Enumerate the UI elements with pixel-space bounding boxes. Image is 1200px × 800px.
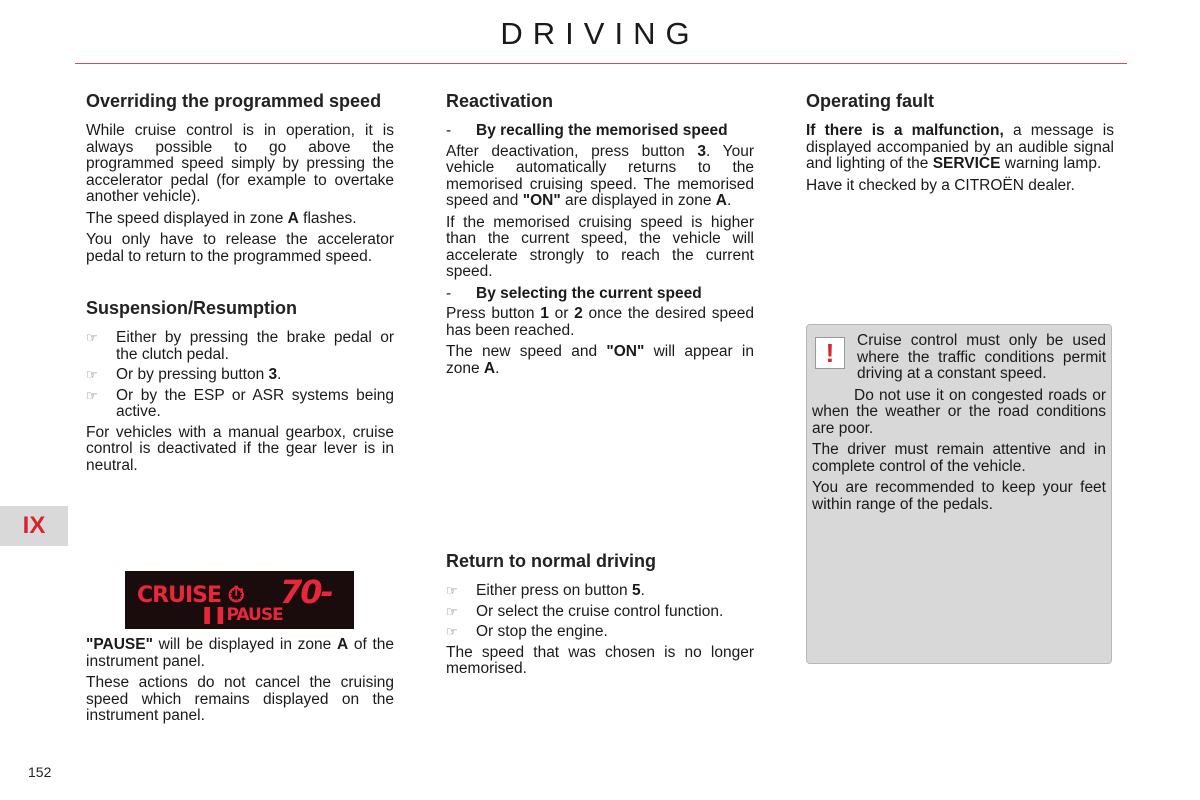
paragraph: While cruise control is in operation, it is always possible to go above the programmed speed simply by pressing the accelerator pedal (for example to overtake another vehicle). [86, 122, 394, 205]
button-number: 3 [697, 142, 706, 160]
list-item-text: Or by the ESP or ASR systems being active. [116, 386, 394, 420]
list-item-text [116, 367, 394, 384]
heading-return-normal: Return to normal driving [446, 551, 657, 571]
button-number: 2 [574, 305, 583, 322]
pointing-hand-icon: ☞ [446, 624, 458, 639]
list-item [86, 330, 394, 363]
text: warning lamp. [1000, 155, 1102, 172]
button-number: 5 [631, 582, 641, 599]
cruise-display-label: CRUISE ⏱ [137, 583, 244, 608]
text: The new speed and [446, 343, 607, 360]
column-1-bottom [86, 637, 394, 730]
paragraph [446, 306, 754, 339]
list-item-text [476, 583, 754, 600]
page-number: 152 [28, 764, 52, 780]
warning-paragraph: You are recommended to keep your feet within range of the pedals. [812, 479, 1106, 513]
zone-label: A [715, 192, 727, 209]
text: will be displayed in zone [152, 636, 337, 653]
pointing-hand-icon: ☞ [446, 583, 458, 598]
pointing-hand-icon: ☞ [446, 603, 458, 619]
text: Either press on button [476, 582, 632, 599]
column-1 [86, 92, 394, 479]
heading-reactivation: Reactivation [446, 91, 554, 111]
paragraph: If the memorised cruising speed is higher than the current speed, the vehicle will accelerate strongly to reach the current speed. [446, 213, 754, 280]
page-title: DRIVING [500, 16, 700, 51]
subheading: By selecting the current speed [476, 284, 702, 302]
zone-label: A [336, 636, 349, 653]
text: once the desired speed has been reached. [446, 305, 754, 339]
text: Press button [446, 305, 541, 322]
chapter-tab[interactable]: IX [0, 506, 68, 546]
list-item [446, 604, 754, 621]
text: . [495, 359, 500, 377]
list-item-text: Or stop the engine. [476, 623, 608, 640]
heading-suspension: Suspension/Resumption [86, 298, 298, 318]
warning-box [806, 324, 1112, 664]
list-item [86, 367, 394, 384]
paragraph [446, 344, 754, 377]
service-label: SERVICE [932, 155, 1001, 172]
warning-paragraph: Cruise control must only be used where the traffic conditions permit driving at a constant speed. [857, 332, 1106, 382]
button-number: 3 [268, 366, 278, 383]
paragraph: Have it checked by a CITROËN dealer. [806, 176, 1075, 194]
zone-label: A [287, 209, 299, 227]
text: The speed displayed in zone [86, 209, 288, 227]
dash-marker: - [446, 122, 452, 139]
warning-paragraph: Do not use it on congested roads or when the weather or the road conditions are poor. [812, 386, 1106, 437]
text: . Your vehicle automatically returns to the memorised cruising speed. The memorised speed and [446, 142, 754, 209]
pointing-hand-icon: ☞ [86, 367, 98, 382]
paragraph: For vehicles with a manual gearbox, cruise control is deactivated if the gear lever is in neutral. [86, 423, 394, 474]
paragraph: The speed that was chosen is no longer memorised. [446, 643, 754, 677]
paragraph: These actions do not cancel the cruising speed which remains displayed on the instrument panel. [86, 674, 394, 724]
list-item [446, 624, 754, 641]
dash-marker: - [446, 284, 452, 302]
column-2 [446, 92, 754, 382]
pause-display-label: ❚❚PAUSE [200, 605, 283, 625]
button-number: 1 [540, 305, 549, 322]
text: If there is a malfunction, [806, 122, 1004, 139]
pause-label: "PAUSE" [86, 636, 153, 653]
on-label: "ON" [606, 343, 645, 360]
list-item [446, 123, 754, 140]
header-rule [75, 63, 1127, 64]
paragraph [446, 144, 754, 210]
warning-paragraph: The driver must remain attentive and in complete control of the vehicle. [812, 441, 1106, 475]
paragraph [806, 123, 1114, 173]
pointing-hand-icon: ☞ [86, 387, 98, 403]
text: will appear in zone [446, 343, 754, 377]
text: . [726, 192, 732, 209]
cruise-display-image [125, 571, 354, 629]
list-item-text: Either by pressing the brake pedal or the clutch pedal. [116, 329, 394, 363]
zone-label: A [483, 359, 496, 377]
list-item [446, 583, 754, 600]
paragraph [86, 637, 394, 670]
text: . [277, 366, 282, 383]
text: of the instrument panel. [86, 636, 394, 670]
text: flashes. [298, 209, 357, 227]
text: Or by pressing button [116, 366, 269, 383]
pointing-hand-icon: ☞ [86, 330, 98, 345]
text: or [548, 305, 575, 322]
column-2-bottom [446, 552, 754, 683]
exclamation-icon: ! [815, 337, 845, 369]
list-item [86, 388, 394, 421]
subheading: By recalling the memorised speed [476, 122, 728, 139]
speed-display-value: 70- [280, 573, 332, 611]
text: After deactivation, press button [446, 142, 698, 160]
heading-overriding: Overriding the programmed speed [86, 91, 382, 111]
text: . [640, 582, 645, 599]
on-label: "ON" [522, 192, 561, 209]
list-item-text: Or select the cruise control function. [476, 602, 724, 620]
list-item [446, 286, 754, 303]
column-3 [806, 92, 1114, 199]
paragraph [86, 211, 394, 228]
heading-operating-fault: Operating fault [806, 91, 935, 111]
text: are displayed in zone [560, 192, 716, 209]
paragraph: You only have to release the accelerator pedal to return to the programmed speed. [86, 231, 394, 265]
text: a message is displayed accompanied by an audible signal and lighting of the [806, 122, 1114, 172]
